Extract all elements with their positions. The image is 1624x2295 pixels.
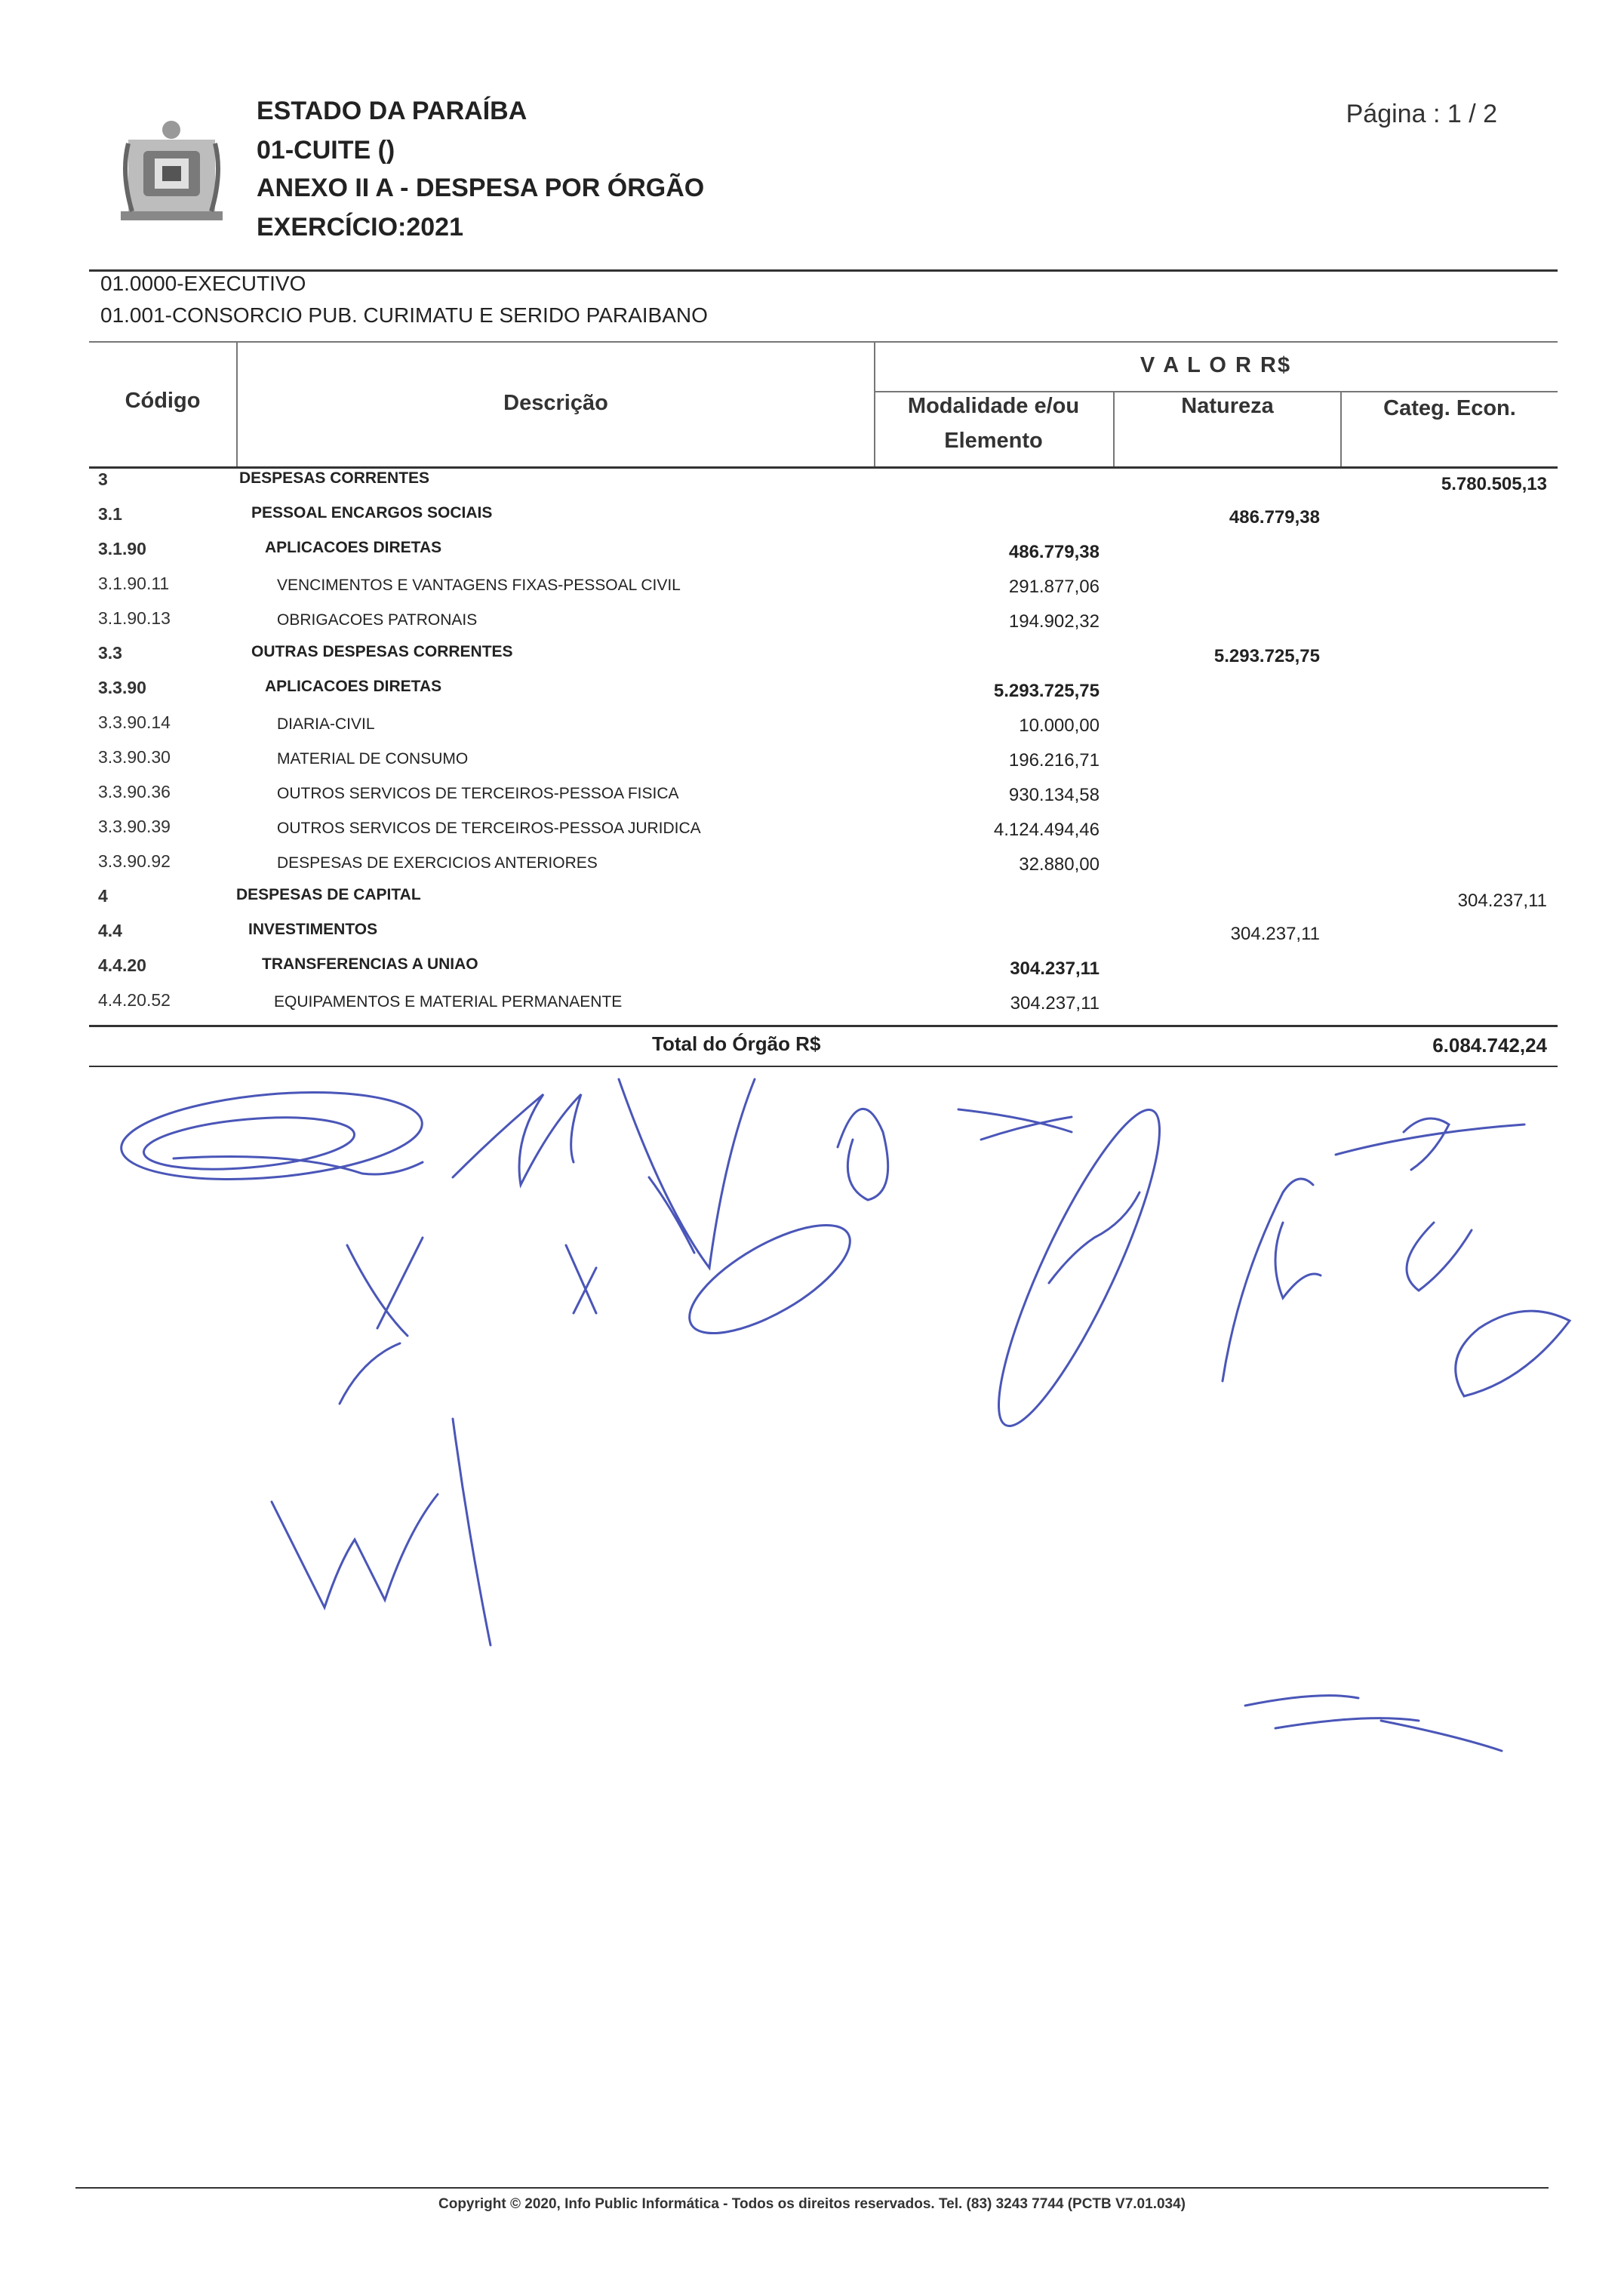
header-categ-econ: Categ. Econ. xyxy=(1383,396,1516,420)
table-row xyxy=(0,678,1624,712)
header-modalidade: Modalidade e/ou xyxy=(907,394,1080,418)
organ-label: 01.001-CONSORCIO PUB. CURIMATU E SERIDO PARAIBANO xyxy=(100,303,708,327)
row-desc: OUTROS SERVICOS DE TERCEIROS-PESSOA FISICA xyxy=(277,785,679,802)
table-row xyxy=(0,817,1624,851)
row-code: 3.3 xyxy=(98,643,122,663)
total-value: 6.084.742,24 xyxy=(1432,1034,1547,1057)
row-modalidade: 10.000,00 xyxy=(1019,715,1100,736)
table-row xyxy=(0,712,1624,747)
state-title: ESTADO DA PARAÍBA xyxy=(257,97,527,125)
row-desc: DIARIA-CIVIL xyxy=(277,715,375,733)
table-row xyxy=(0,955,1624,990)
row-natureza: 5.293.725,75 xyxy=(1213,646,1320,666)
table-top-rule xyxy=(89,341,1558,343)
row-code: 3.3.90.36 xyxy=(98,782,171,801)
row-modalidade: 304.237,11 xyxy=(1010,993,1100,1014)
report-title: ANEXO II A - DESPESA POR ÓRGÃO xyxy=(257,174,705,202)
row-modalidade: 304.237,11 xyxy=(1010,958,1100,979)
header-codigo: Código xyxy=(125,389,201,413)
row-code: 3.3.90 xyxy=(98,678,146,697)
row-code: 4.4 xyxy=(98,921,122,940)
row-categ: 304.237,11 xyxy=(1457,891,1547,911)
row-modalidade: 196.216,71 xyxy=(1008,750,1100,771)
row-code: 3.1.90.13 xyxy=(98,608,171,628)
row-desc: INVESTIMENTOS xyxy=(248,921,378,938)
row-desc: MATERIAL DE CONSUMO xyxy=(277,750,469,768)
row-code: 3 xyxy=(98,469,108,489)
row-desc: OBRIGACOES PATRONAIS xyxy=(277,611,478,629)
row-desc: DESPESAS DE EXERCICIOS ANTERIORES xyxy=(277,854,598,872)
table-row xyxy=(0,782,1624,817)
row-desc: DESPESAS CORRENTES xyxy=(239,469,430,487)
power-label: 01.0000-EXECUTIVO xyxy=(100,272,306,295)
row-desc: VENCIMENTOS E VANTAGENS FIXAS-PESSOAL CIVIL xyxy=(277,577,681,594)
row-desc: EQUIPAMENTOS E MATERIAL PERMANAENTE xyxy=(274,993,623,1011)
table-row xyxy=(0,469,1624,504)
row-desc: APLICACOES DIRETAS xyxy=(265,678,442,695)
row-modalidade: 291.877,06 xyxy=(1008,577,1100,597)
row-modalidade: 930.134,58 xyxy=(1008,785,1100,805)
row-code: 4.4.20 xyxy=(98,955,146,975)
table-row xyxy=(0,747,1624,782)
row-code: 4 xyxy=(98,886,108,906)
table-row xyxy=(0,886,1624,921)
row-code: 3.3.90.92 xyxy=(98,851,171,871)
row-natureza: 304.237,11 xyxy=(1230,924,1320,944)
table-row xyxy=(0,504,1624,539)
row-modalidade: 4.124.494,46 xyxy=(993,820,1100,840)
header-elemento: Elemento xyxy=(944,429,1043,453)
row-modalidade: 5.293.725,75 xyxy=(993,681,1100,701)
header-natureza: Natureza xyxy=(1181,394,1274,418)
row-desc: TRANSFERENCIAS A UNIAO xyxy=(262,955,478,973)
header-descricao: Descrição xyxy=(503,391,608,415)
exercise-year: EXERCÍCIO:2021 xyxy=(257,213,463,241)
row-categ: 5.780.505,13 xyxy=(1441,474,1547,494)
page-number: Página : 1 / 2 xyxy=(1346,100,1497,128)
coat-of-arms-icon xyxy=(121,113,223,226)
row-modalidade: 194.902,32 xyxy=(1008,611,1100,632)
header-valor: V A L O R R$ xyxy=(1140,353,1292,377)
row-code: 3.1.90 xyxy=(98,539,146,558)
row-desc: PESSOAL ENCARGOS SOCIAIS xyxy=(251,504,493,521)
row-modalidade: 32.880,00 xyxy=(1019,854,1100,875)
row-modalidade: 486.779,38 xyxy=(1008,542,1100,562)
row-desc: OUTRAS DESPESAS CORRENTES xyxy=(251,643,513,660)
row-code: 3.1.90.11 xyxy=(98,574,170,593)
row-desc: OUTROS SERVICOS DE TERCEIROS-PESSOA JURIDICA xyxy=(277,820,701,837)
entity-title: 01-CUITE () xyxy=(257,136,395,165)
table-row xyxy=(0,921,1624,955)
footer-rule xyxy=(75,2187,1549,2189)
row-desc: APLICACOES DIRETAS xyxy=(265,539,442,556)
total-bottom-rule xyxy=(89,1066,1558,1067)
row-code: 4.4.20.52 xyxy=(98,990,171,1010)
total-top-rule xyxy=(89,1025,1558,1027)
total-label: Total do Órgão R$ xyxy=(652,1032,821,1055)
valor-rule xyxy=(874,391,1558,392)
table-header-bottom-rule xyxy=(89,466,1558,469)
row-code: 3.3.90.30 xyxy=(98,747,171,767)
table-row xyxy=(0,539,1624,574)
row-code: 3.3.90.14 xyxy=(98,712,171,732)
footer-copyright: Copyright © 2020, Info Public Informática - Todos os direitos reservados. Tel. (83) 3243 7744 (PCTB V7.01.034) xyxy=(438,2196,1186,2212)
header-divider xyxy=(89,269,1558,272)
row-desc: DESPESAS DE CAPITAL xyxy=(236,886,421,903)
table-row xyxy=(0,851,1624,886)
row-code: 3.3.90.39 xyxy=(98,817,171,836)
table-row xyxy=(0,608,1624,643)
row-natureza: 486.779,38 xyxy=(1229,507,1320,528)
table-row xyxy=(0,643,1624,678)
table-row xyxy=(0,990,1624,1025)
row-code: 3.1 xyxy=(98,504,122,524)
table-row xyxy=(0,574,1624,608)
